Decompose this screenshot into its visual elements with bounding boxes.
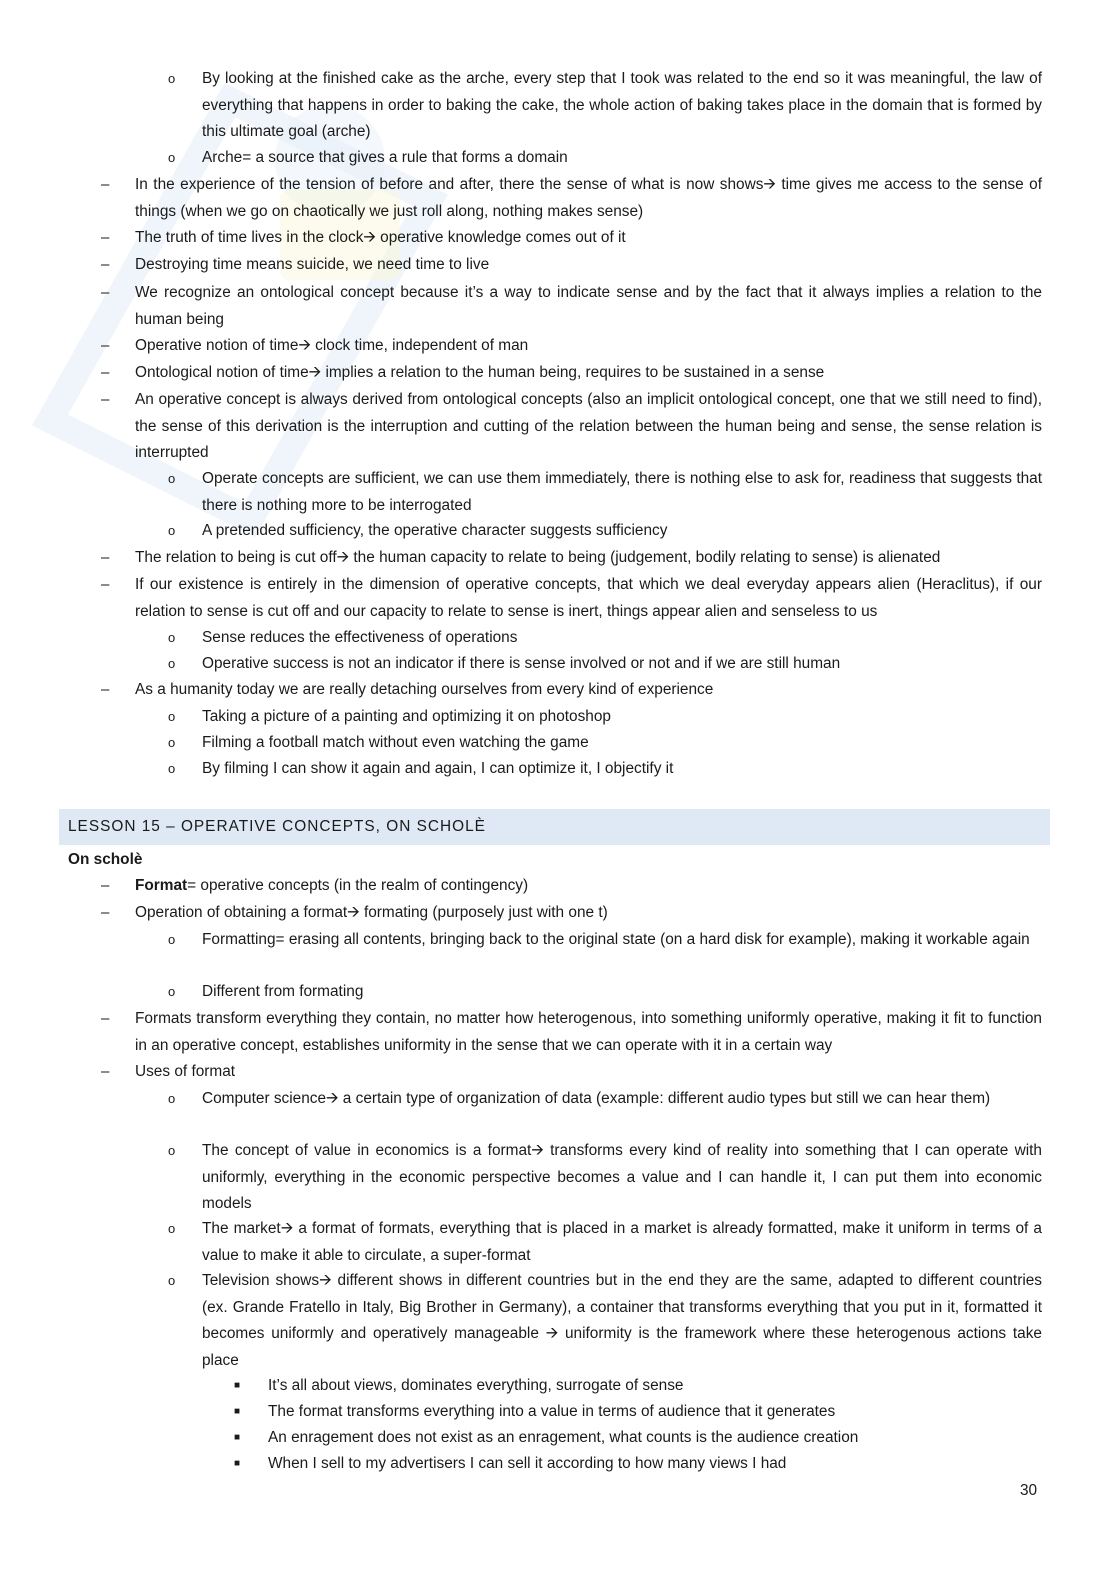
list-item: Formats transform everything they contain, no matter how heterogenous, into something uniformly operative, making it fit to function in an operative concept, establishes uniformity in the sense that we can operate with it in a certain way [135, 1010, 1042, 1054]
circle-bullet: o [168, 735, 176, 750]
section-title: LESSON 15 – OPERATIVE CONCEPTS, ON SCHOLÈ [68, 818, 486, 835]
square-bullet: ■ [234, 1380, 241, 1391]
format-term: Format [135, 877, 188, 894]
list-item: The format transforms everything into a value in terms of audience that it generates [268, 1403, 836, 1420]
dash-bullet: – [101, 681, 110, 698]
list-item: By filming I can show it again and again, I can optimize it, I objectify it [202, 760, 674, 777]
dash-bullet: – [101, 364, 110, 381]
circle-bullet: o [168, 630, 176, 645]
dash-bullet: – [101, 549, 110, 566]
list-item: A pretended sufficiency, the operative character suggests sufficiency [202, 522, 668, 539]
list-item: Arche= a source that gives a rule that forms a domain [202, 149, 568, 166]
dash-bullet: – [101, 877, 110, 894]
list-item: Operative notion of time🡪 clock time, independent of man [135, 337, 529, 354]
dash-bullet: – [101, 904, 110, 921]
list-item: By looking at the finished cake as the arche, every step that I took was related to the end so it was meaningful, the law of everything that happens in order to baking the cake, the whole action of baking takes place in the domain that is formed by this ultimate goal (arche) [202, 70, 1042, 140]
list-item: When I sell to my advertisers I can sell it according to how many views I had [268, 1455, 787, 1472]
section-subheading: On scholè [68, 851, 143, 868]
list-item: The truth of time lives in the clock🡪 operative knowledge comes out of it [135, 229, 626, 246]
list-item: Taking a picture of a painting and optimizing it on photoshop [202, 708, 611, 725]
square-bullet: ■ [234, 1458, 241, 1469]
dash-bullet: – [101, 176, 110, 193]
circle-bullet: o [168, 656, 176, 671]
circle-bullet: o [168, 1221, 176, 1236]
dash-bullet: – [101, 391, 110, 408]
dash-bullet: – [101, 576, 110, 593]
square-bullet: ■ [234, 1406, 241, 1417]
list-item [135, 873, 1042, 900]
list-item: Television shows🡪 different shows in different countries but in the end they are the same, adapted to different countries (ex. Grande Fratello in Italy, Big Brother in Germany), a container that transforms everything that you put in it, formatted it becomes uniformly and operatively manageable 🡪 uniformity is the framework where these heterogenous actions take place [202, 1272, 1042, 1369]
circle-bullet: o [168, 1091, 176, 1106]
list-item: We recognize an ontological concept because it’s a way to indicate sense and by the fact that it always implies a relation to the human being [135, 284, 1042, 328]
format-definition: = operative concepts (in the realm of contingency) [187, 877, 529, 894]
list-item: Uses of format [135, 1063, 236, 1080]
list-item: As a humanity today we are really detaching ourselves from every kind of experience [135, 681, 714, 698]
circle-bullet: o [168, 471, 176, 486]
list-item: Filming a football match without even watching the game [202, 734, 589, 751]
dash-bullet: – [101, 337, 110, 354]
square-bullet: ■ [234, 1432, 241, 1443]
dash-bullet: – [101, 256, 110, 273]
dash-bullet: – [101, 1063, 110, 1080]
circle-bullet: o [168, 71, 176, 86]
list-item: If our existence is entirely in the dimension of operative concepts, that which we deal everyday appears alien (Heraclitus), if our relation to sense is cut off and our capacity to relate to sense is inert, things appear alien and senseless to us [135, 576, 1042, 620]
circle-bullet: o [168, 1143, 176, 1158]
circle-bullet: o [168, 150, 176, 165]
list-item: Destroying time means suicide, we need time to live [135, 256, 490, 273]
list-item: An enragement does not exist as an enragement, what counts is the audience creation [268, 1429, 859, 1446]
list-item: Formatting= erasing all contents, bringing back to the original state (on a hard disk for example), making it workable again [202, 931, 1030, 948]
circle-bullet: o [168, 1273, 176, 1288]
list-item: An operative concept is always derived from ontological concepts (also an implicit ontological concept, one that we still need to find), the sense of this derivation is the interruption and cutting of the relation between the human being and sense, the sense relation is interrupted [135, 391, 1042, 461]
list-item: Different from formating [202, 983, 364, 1000]
dash-bullet: – [101, 229, 110, 246]
circle-bullet: o [168, 523, 176, 538]
list-item: Computer science🡪 a certain type of organization of data (example: different audio types but still we can hear them) [202, 1090, 991, 1107]
list-item: Operate concepts are sufficient, we can use them immediately, there is nothing else to ask for, readiness that suggests that there is nothing more to be interrogated [202, 470, 1042, 514]
list-item: The market🡪 a format of formats, everything that is placed in a market is already formatted, make it uniform in terms of a value to make it able to circulate, a super-format [202, 1220, 1042, 1264]
list-item: Operation of obtaining a format🡪 formating (purposely just with one t) [135, 904, 608, 921]
list-item: The relation to being is cut off🡪 the human capacity to relate to being (judgement, bodily relating to sense) is alienated [135, 549, 941, 566]
list-item: The concept of value in economics is a format🡪 transforms every kind of reality into something that I can operate with uniformly, everything in the economic perspective becomes a value and I can handle it, I can put them into economic models [202, 1142, 1042, 1212]
circle-bullet: o [168, 709, 176, 724]
list-item: It’s all about views, dominates everything, surrogate of sense [268, 1377, 684, 1394]
circle-bullet: o [168, 761, 176, 776]
list-item: Ontological notion of time🡪 implies a relation to the human being, requires to be sustained in a sense [135, 364, 825, 381]
page-number: 30 [1020, 1482, 1038, 1499]
circle-bullet: o [168, 984, 176, 999]
list-item: Operative success is not an indicator if there is sense involved or not and if we are still human [202, 655, 841, 672]
circle-bullet: o [168, 932, 176, 947]
dash-bullet: – [101, 284, 110, 301]
list-item: Sense reduces the effectiveness of operations [202, 629, 518, 646]
list-item: In the experience of the tension of before and after, there the sense of what is now shows🡪 time gives me access to the sense of things (when we go on chaotically we just roll along, nothing makes sense) [135, 176, 1042, 220]
dash-bullet: – [101, 1010, 110, 1027]
